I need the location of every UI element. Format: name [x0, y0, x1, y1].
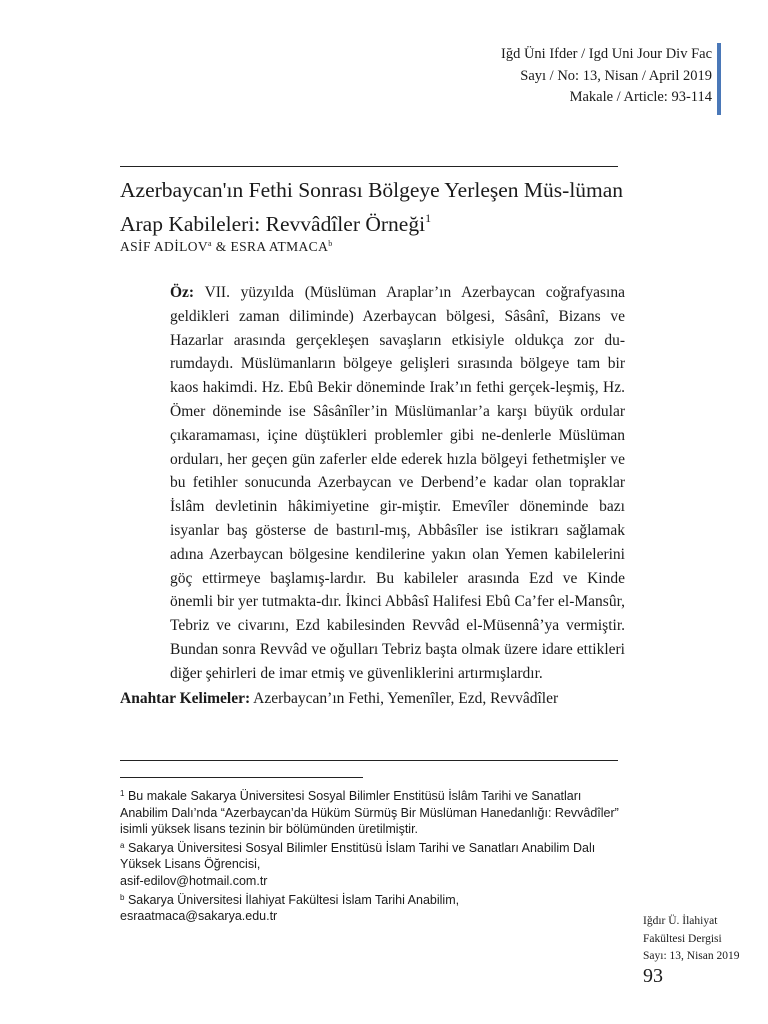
footnote	[120, 890, 625, 925]
abstract-label: Öz:	[170, 284, 195, 301]
author-affiliation-mark: a	[208, 239, 212, 248]
article-title	[120, 176, 625, 238]
author-email: esraatmaca@sakarya.edu.tr	[120, 909, 278, 924]
keywords-label: Anahtar Kelimeler:	[120, 690, 251, 707]
author-name: ASİF ADİLOV	[120, 239, 209, 254]
top-rule	[120, 166, 618, 167]
section-rule	[120, 760, 618, 761]
footnotes	[120, 786, 625, 925]
abstract-text: VII. yüzyılda (Müslüman Araplar’ın Azerbaycan coğrafyasına geldikleri zaman diliminde) Azerbaycan bölgesi, Sâsânî, Bizans ve Hazarlar arasında gerçekleşen savaşların etkisiyle oldukça zor du-rumdaydı. Müslümanların bölgeye gelişleri sırasında bölgeye tam bir kaos hakimdi. Hz. Ebû Bekir döneminde Irak’ın fethi gerçek-leşmiş, Hz. Ömer döneminde ise Sâsânîler’in Müslümanlar’a karşı büyük ordular çıkaramaması, içine düştükleri problemler gibi ne-denlerle Müslüman orduları, her geçen gün zaferler elde ederek hızla bölgeyi fethetmişler ve bu fetihler sonucunda Azerbaycan ve Derbend’e kadar olan topraklar İslâm devletinin hâkimiyetine gir-miştir. Emevîler döneminde bazı isyanlar baş gösterse de bastırıl-mış, Abbâsîler ise istikrarı sağlamak adına Azerbaycan bölgesine kendilerine yakın olan Yemen kabilelerini göç ettirmeye başlamış-lardır. Bu kabileler arasında Ezd ve Kinde önemli bir yer tutmakta-dır. İkinci Abbâsî Halifesi Ebû Ca’fer el-Mansûr, Tebriz ve civarını, Ezd kabilesinden Revvâd el-Müsennâ’ya vermiştir. Bundan sonra Revvâd ve oğulları Tebriz başta olmak üzere idare ettikleri diğer şehirleri de imar etmiş ve güvenliklerini artırmışlardır.	[170, 284, 625, 682]
title-footnote-mark: 1	[425, 211, 432, 225]
footnote-text: Sakarya Üniversitesi Sosyal Bilimler Enstitüsü İslam Tarihi ve Sanatları Anabilim Dalı Yüksek Lisans Öğrencisi,	[120, 840, 596, 872]
footnote	[120, 838, 625, 890]
author-affiliation-mark: b	[328, 239, 333, 248]
journal-header	[392, 44, 712, 109]
header-accent-bar	[717, 43, 721, 115]
side-info-line: Fakültesi Dergisi	[643, 932, 722, 945]
abstract	[170, 281, 625, 686]
side-info-line: Iğdır Ü. İlahiyat	[643, 915, 718, 927]
author-name: ESRA ATMACA	[230, 239, 329, 254]
footnote-text: Sakarya Üniversitesi İlahiyat Fakültesi İslam Tarihi Anabilim,	[127, 892, 460, 907]
footnote-mark: b	[120, 892, 125, 902]
journal-name: Iğd Üni Ifder / Igd Uni Jour Div Fac	[500, 46, 712, 62]
author-email: asif-edilov@hotmail.com.tr	[120, 873, 268, 888]
issue-info: Sayı / No: 13, Nisan / April 2019	[520, 67, 712, 84]
footnote-separator	[120, 777, 363, 778]
article-pages: Makale / Article: 93-114	[569, 89, 712, 105]
footnote-mark: 1	[120, 789, 125, 798]
footnote-text: Bu makale Sakarya Üniversitesi Sosyal Bilimler Enstitüsü İslâm Tarihi ve Sanatları Anabilim Dalı’nda “Azerbaycan’da Hüküm Sürmüş Bir Müslüman Hanedanlığı: Revvâdîler” isimli yüksek lisans tezinin bir bölümünden üretilmiştir.	[120, 789, 619, 837]
author-separator: &	[211, 239, 231, 254]
journal-side-info	[643, 913, 763, 966]
keywords-text: Azerbaycan’ın Fethi, Yemenîler, Ezd, Revvâdîler	[253, 690, 559, 707]
footnote	[120, 786, 625, 838]
footnote-mark: a	[120, 840, 125, 850]
side-info-line: Sayı: 13, Nisan 2019	[643, 950, 740, 962]
keywords	[120, 688, 625, 710]
article-title-text: Azerbaycan'ın Fethi Sonrası Bölgeye Yerleşen Müs-lüman Arap Kabileleri: Revvâdîler Örneği	[120, 178, 624, 236]
page-number: 93	[643, 965, 663, 987]
author-line	[120, 239, 620, 255]
